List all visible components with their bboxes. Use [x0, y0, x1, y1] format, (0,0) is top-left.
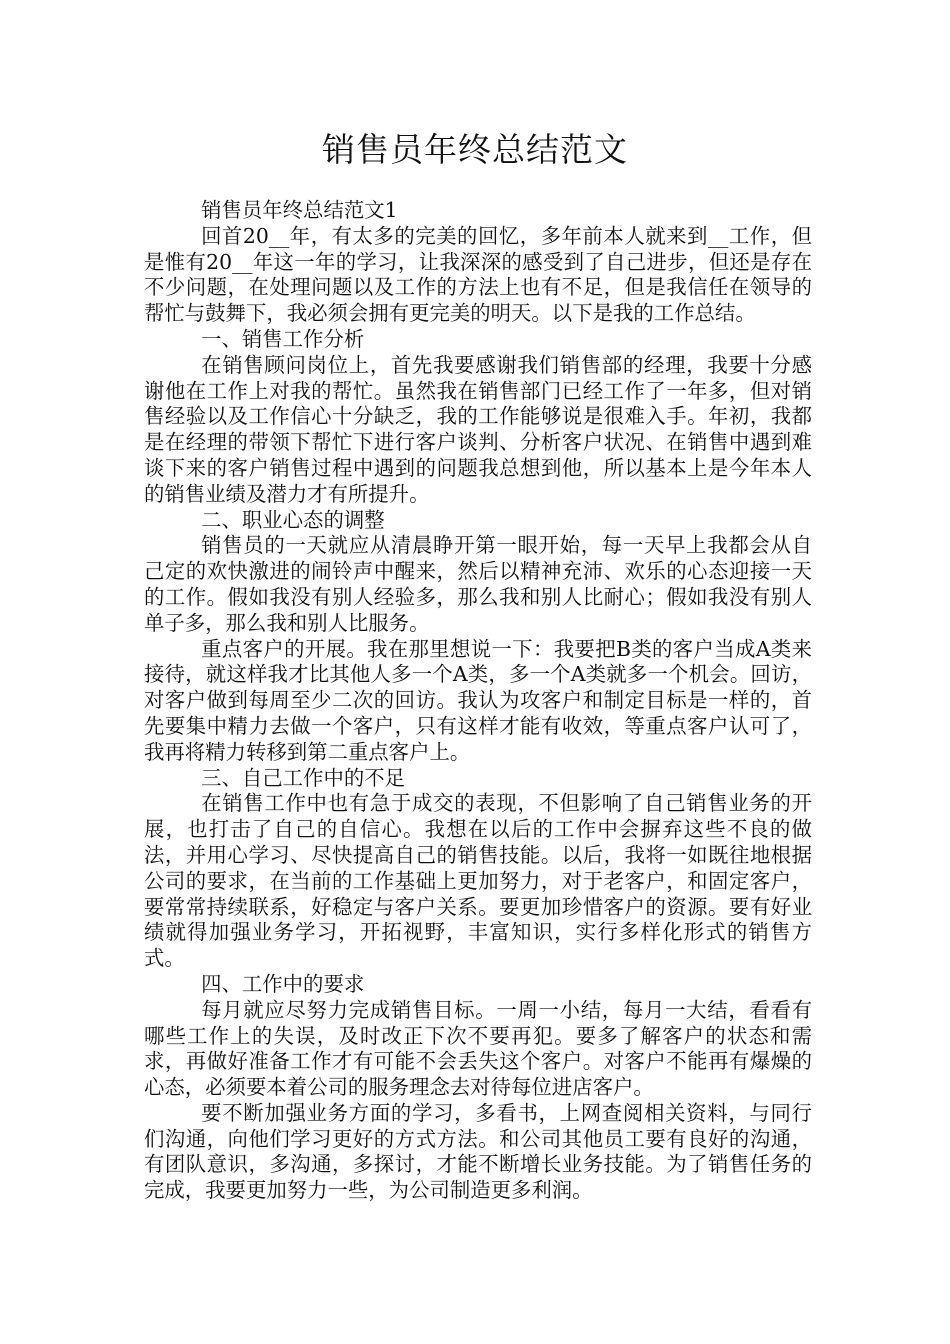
paragraph-sales-analysis: 在销售顾问岗位上，首先我要感谢我们销售部的经理，我要十分感谢他在工作上对我的帮忙。虽然我在销售部门已经工作了一年多，但对销售经验以及工作信心十分缺乏，我的工作能够说是很难入手。年初，我都是在经理的带领下帮忙下进行客户谈判、分析客户状况、在销售中遇到难谈下来的客户销售过程中遇到的问题我总想到他，所以基本上是今年本人的销售业绩及潜力才有所提升。 [144, 352, 812, 506]
paragraph-subtitle: 销售员年终总结范文1 [201, 198, 398, 222]
document-title: 销售员年终总结范文 [322, 130, 628, 169]
section-heading-1: 一、销售工作分析 [201, 326, 365, 351]
section-heading-3: 三、自己工作中的不足 [201, 765, 406, 790]
paragraph-intro: 回首20__年，有太多的完美的回忆，多年前本人就来到__工作，但是惟有20__年这一年的学习，让我深深的感受到了自己进步，但还是存在不少问题，在处理问题以及工作的方法上也有不足，但是我信任在领导的帮忙与鼓舞下，我必须会拥有更完美的明天。以下是我的工作总结。 [144, 223, 812, 326]
section-heading-2: 二、职业心态的调整 [201, 507, 385, 532]
paragraph-shortcomings: 在销售工作中也有急于成交的表现，不但影响了自己销售业务的开展，也打击了自己的自信心。我想在以后的工作中会摒弃这些不良的做法，并用心学习、尽快提高自己的销售技能。以后，我将一如既往地根据公司的要求，在当前的工作基础上更加努力，对于老客户，和固定客户，要常常持续联系，好稳定与客户关系。要更加珍惜客户的资源。要有好业绩就得加强业务学习，开拓视野，丰富知识，实行多样化形式的销售方式。 [144, 791, 812, 971]
paragraph-learning: 要不断加强业务方面的学习，多看书，上网查阅相关资料，与同行们沟通，向他们学习更好的方式方法。和公司其他员工要有良好的沟通，有团队意识，多沟通，多探讨，才能不断增长业务技能。为了销售任务的完成，我要更加努力一些，为公司制造更多利润。 [144, 1100, 812, 1203]
paragraph-key-clients: 重点客户的开展。我在那里想说一下：我要把B类的客户当成A类来接待，就这样我才比其他人多一个A类，多一个A类就多一个机会。回访，对客户做到每周至少二次的回访。我认为攻客户和制定目标是一样的，首先要集中精力去做一个客户，只有这样才能有收效，等重点客户认可了，我再将精力转移到第二重点客户上。 [144, 636, 812, 764]
paragraph-requirements: 每月就应尽努力完成销售目标。一周一小结，每月一大结，看看有哪些工作上的失误，及时改正下次不要再犯。要多了解客户的状态和需求，再做好准备工作才有可能不会丢失这个客户。对客户不能再有爆燥的心态，必须要本着公司的服务理念去对待每位进店客户。 [144, 997, 812, 1100]
section-heading-4: 四、工作中的要求 [201, 971, 365, 996]
paragraph-mindset: 销售员的一天就应从清晨睁开第一眼开始，每一天早上我都会从自己定的欢快激进的闹铃声中醒来，然后以精神充沛、欢乐的心态迎接一天的工作。假如我没有别人经验多，那么我和别人比耐心；假如我没有别人单子多，那么我和别人比服务。 [144, 533, 812, 635]
document-body [144, 198, 812, 1204]
